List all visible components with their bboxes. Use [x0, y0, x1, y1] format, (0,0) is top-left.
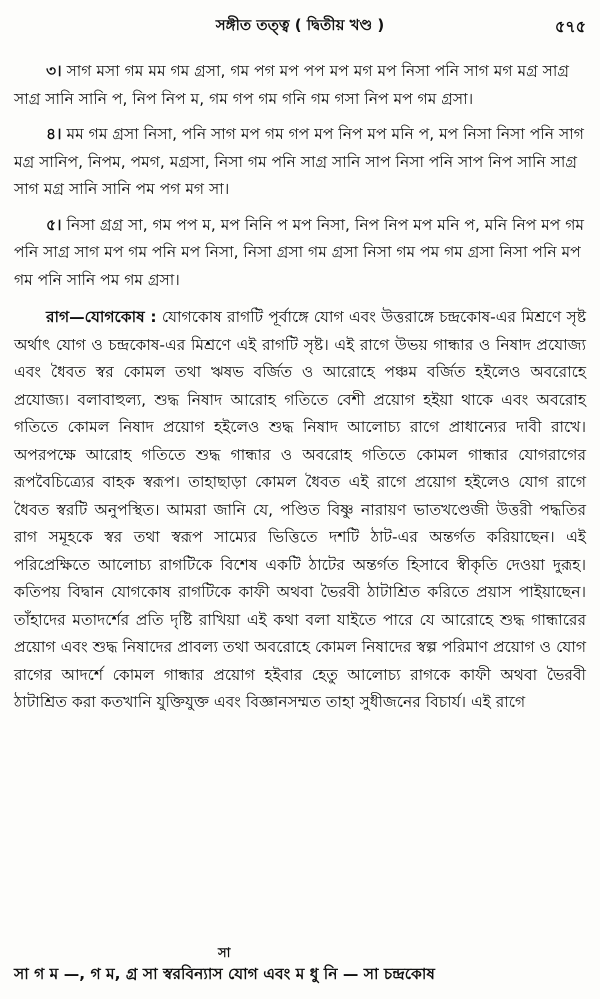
- exercise-notation: মম গম গ্রসা নিসা, পনি সাগ মপ গম গপ মপ নিপ মপ মনি প, মপ নিসা নিসা পনি সাগ মগ্র সানিপ, নিপম, পমগ, মগ্রসা, নিসা গম পনি সাগ্র সানি সাপ নিসা পনি সাপ নিপ সানি সাগ্র সাগ মগ্র সানি সানি পম পগ মগ সা।: [14, 125, 584, 198]
- exercise-notation: সাগ মসা গম মম গম গ্রসা, গম পগ মপ পপ মপ মগ মপ নিসা পনি সাগ মগ মগ্র সাগ্র সাগ্র সানি সানি প, নিপ নিপ ম, গম গপ গম গনি গম গসা নিপ মপ গম গ্রসা।: [14, 62, 569, 108]
- page-number: ৫৭৫: [554, 17, 586, 36]
- exercise-paragraph: [14, 121, 586, 204]
- running-title: সঙ্গীত তত্ত্ব ( দ্বিতীয় খণ্ড ): [215, 16, 385, 34]
- exercise-number: ৩।: [46, 62, 62, 80]
- footer-notation-line: সা গ ম —, গ ম, গ্র সা স্বরবিন্যাস যোগ এবং ম ধু নি — সা চন্দ্রকোষ: [14, 965, 435, 983]
- exercise-number: ৪।: [46, 125, 62, 143]
- page-body: [14, 58, 586, 725]
- raga-description: [14, 304, 586, 717]
- exercise-number: ৫।: [46, 215, 62, 234]
- footer-superscript-note: সা: [218, 946, 231, 961]
- raga-heading: রাগ—যোগকোষ :: [46, 308, 157, 326]
- exercise-paragraph: [14, 212, 586, 295]
- exercise-paragraph: [14, 58, 586, 113]
- raga-body-text: যোগকোষ রাগটি পূর্বাঙ্গে যোগ এবং উত্তরাঙ্গে চন্দ্রকোষ-এর মিশ্রণে সৃষ্ট অর্থাৎ যোগ ও চন্দ্রকোষ-এর মিশ্রণে এই রাগটি সৃষ্ট। এই রাগে উভয় গান্ধার ও নিষাদ প্রযোজ্য এবং ধৈবত স্বর কোমল তথা ঋষভ বর্জিত ও আরোহে পঞ্চম বর্জিত হইলেও অবরোহে প্রযোজ্য। বলাবাহুল্য, শুদ্ধ নিষাদ আরোহ গতিতে বেশী প্রয়োগ হইয়া থাকে এবং অবরোহ গতিতে কোমল নিষাদ প্রয়োগ হইলেও শুদ্ধ নিষাদ আলোচ্য রাগে প্রাধান্যের দাবী রাখে। অপরপক্ষে আরোহ গতিতে শুদ্ধ গান্ধার ও অবরোহ গতিতে কোমল গান্ধার যোগরাগের রূপবৈচিত্র্যের বাহক স্বরূপ। তাহাছাড়া কোমল ধৈবত এই রাগে প্রয়োগ হইলেও যোগ রাগে ধৈবত স্বরটি অনুপস্থিত। আমরা জানি যে, পণ্ডিত বিষ্ণু নারায়ণ ভাতখণ্ডেজী উত্তরী পদ্ধতির রাগ সমূহকে স্বর তথা স্বরূপ সাম্যের ভিত্তিতে দশটি ঠাট-এর অন্তর্গত করিয়াছেন। এই পরিপ্রেক্ষিতে আলোচ্য রাগটিকে বিশেষ একটি ঠাটের অন্তর্গত হিসাবে স্বীকৃতি দেওয়া দুরূহ। কতিপয় বিদ্বান যোগকোষ রাগটিকে কাফী অথবা ভৈরবী ঠাটাশ্রিত করিতে প্রয়াস পাইয়াছেন। তাঁহাদের মতাদর্শের প্রতি দৃষ্টি রাখিয়া এই কথা বলা যাইতে পারে যে আরোহে শুদ্ধ গান্ধারের প্রয়োগ এবং শুদ্ধ নিষাদের প্রাবল্য তথা অবরোহে কোমল নিষাদের স্বল্প পরিমাণ প্রয়োগ ও যোগ রাগের আদর্শে কোমল গান্ধার প্রয়োগ হইবার হেতু আলোচ্য রাগকে কাফী অথবা ভৈরবী ঠাটাশ্রিত করা কতখানি যুক্তিযুক্ত এবং বিজ্ঞানসম্মত তাহা সুধীজনের বিচার্য। এই রাগে: [14, 308, 586, 711]
- page-header: [0, 14, 600, 38]
- exercise-notation: নিসা গ্রগ্র সা, গম পপ ম, মপ নিনি প মপ নিসা, নিপ নিপ মপ মনি প, মনি নিপ মপ গম পনি সাগ্র সাগ মপ গম পনি মপ নিসা, নিসা গ্রসা গম গ্রসা নিসা গম পম গম গ্রসা নিসা পনি মপ গম পনি সানি পম গম গ্রসা।: [14, 215, 584, 289]
